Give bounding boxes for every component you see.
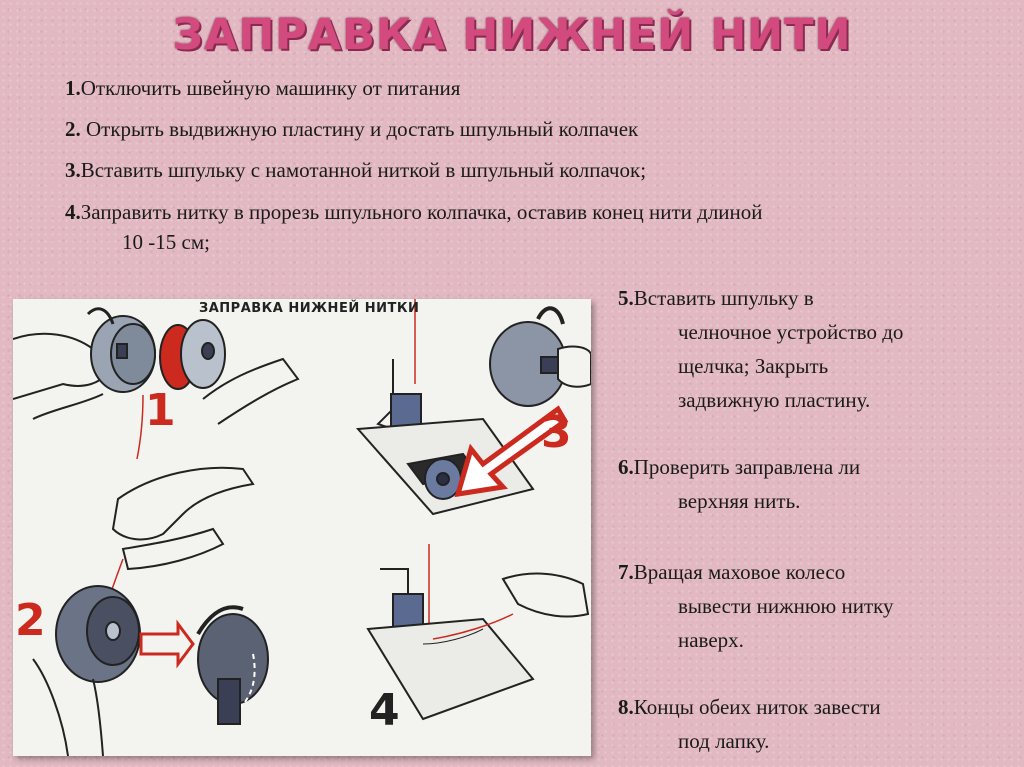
step-text: Проверить заправлена ли	[633, 455, 861, 479]
bobbin-case-hand-drawing	[13, 309, 155, 419]
machine-foot-drawing	[368, 544, 588, 719]
threading-illustration	[13, 299, 591, 756]
step-text: Вставить шпульку с намотанной ниткой в шпульный колпачок;	[80, 158, 647, 182]
panel-label-3: 3	[541, 407, 572, 458]
step-text: Отключить швейную машинку от питания	[80, 76, 461, 100]
illustration-drawing	[13, 299, 591, 756]
step-6	[618, 450, 860, 518]
panel-label-4: 4	[369, 685, 400, 736]
step-text-continued: под лапку.	[678, 729, 770, 753]
step-text: Вставить шпульку в	[633, 286, 814, 310]
bobbin-case-top-right-drawing	[490, 308, 591, 406]
step-text-continued: 10 -15 см;	[122, 230, 210, 254]
step-number: 3.	[65, 158, 81, 182]
step-4	[65, 195, 763, 258]
step-7	[618, 555, 894, 657]
step-text: Вращая маховое колесо	[633, 560, 846, 584]
step-8	[618, 690, 881, 758]
panel-label-1: 1	[145, 385, 176, 436]
step-text-continued: вывести нижнюю нитку	[678, 594, 894, 618]
step-text: Концы обеих ниток завести	[633, 695, 881, 719]
step-text-continued: щелчка; Закрыть	[678, 354, 829, 378]
step-number: 8.	[618, 695, 634, 719]
bobbin-case-insert-drawing	[33, 586, 268, 756]
step-text: Открыть выдвижную пластину и достать шпульный колпачек	[80, 117, 639, 141]
step-number: 5.	[618, 286, 634, 310]
step-number: 2.	[65, 117, 81, 141]
step-text-continued: челночное устройство до	[678, 320, 904, 344]
step-number: 7.	[618, 560, 634, 584]
step-text-continued: наверх.	[678, 628, 744, 652]
step-number: 1.	[65, 76, 81, 100]
step-number: 4.	[65, 200, 81, 224]
page-title: ЗАПРАВКА НИЖНЕЙ НИТИ	[172, 10, 852, 60]
step-3	[65, 153, 646, 188]
step-text: Заправить нитку в прорезь шпульного колпачка, оставив конец нити длиной	[80, 200, 763, 224]
step-number: 6.	[618, 455, 634, 479]
step-text-continued: задвижную пластину.	[678, 388, 871, 412]
illustration-title: ЗАПРАВКА НИЖНЕЙ НИТКИ	[199, 301, 420, 316]
step-5	[618, 281, 903, 417]
panel-label-2: 2	[15, 595, 46, 646]
step-text-continued: верхняя нить.	[678, 489, 801, 513]
step-2	[65, 112, 638, 147]
step-1	[65, 71, 460, 106]
